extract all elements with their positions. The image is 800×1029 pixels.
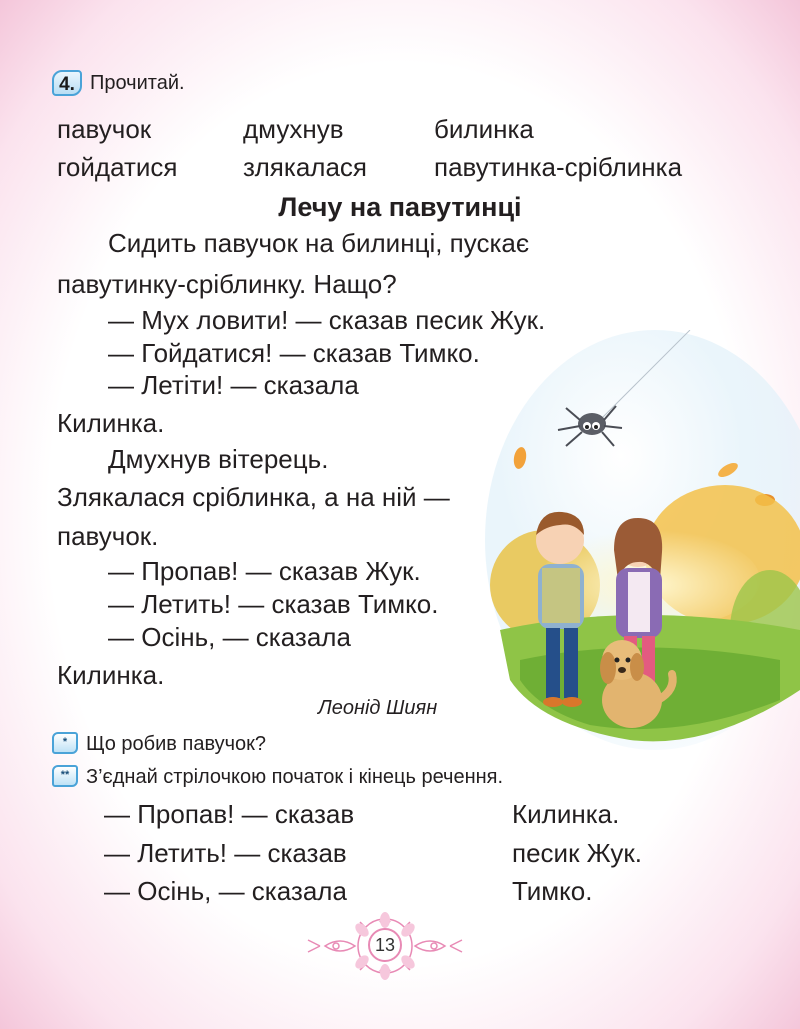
question-level-2-icon: ** [52, 765, 78, 787]
question-level-1-icon: * [52, 732, 78, 754]
illustration-children-spider [480, 330, 800, 750]
story-line: — Пропав! — сказав Жук. [108, 556, 421, 586]
question-1: Що робив павучок? [86, 733, 267, 755]
story-line: — Гойдатися! — сказав Тимко. [108, 338, 480, 368]
vocab-word: билинка [434, 114, 534, 144]
sentence-start: — Пропав! — сказав [104, 799, 355, 829]
question-2: З’єднай стрілочкою початок і кінець речення. [86, 766, 504, 788]
sentence-end: песик Жук. [512, 838, 642, 868]
story-line: — Летіти! — сказала [108, 370, 359, 400]
story-line: Дмухнув вітерець. [108, 444, 329, 474]
story-author: Леонід Шиян [318, 697, 438, 719]
story-line: — Осінь, — сказала [108, 622, 351, 652]
story-line: — Мух ловити! — сказав песик Жук. [108, 305, 546, 335]
vocab-word: дмухнув [243, 114, 344, 144]
vocab-word: павутинка-сріблинка [434, 152, 683, 182]
vocab-word: павучок [57, 114, 152, 144]
story-line: Злякалася сріблинка, а на ній — [57, 482, 450, 512]
sentence-end: Тимко. [512, 876, 593, 906]
story-line: павучок. [57, 521, 159, 551]
sentence-start: — Осінь, — сказала [104, 876, 347, 906]
page-number: 13 [368, 928, 402, 962]
story-line: Сидить павучок на билинці, пускає [108, 228, 530, 258]
task-number-badge: 4. [52, 70, 82, 96]
story-line: — Летить! — сказав Тимко. [108, 589, 439, 619]
story-line: павутинку-сріблинку. Нащо? [57, 269, 397, 299]
story-line: Килинка. [57, 408, 165, 438]
task-instruction: Прочитай. [90, 72, 185, 94]
sentence-start: — Летить! — сказав [104, 838, 347, 868]
story-title: Лечу на павутинці [278, 192, 522, 222]
story-line: Килинка. [57, 660, 165, 690]
page-number-ornament [300, 910, 470, 982]
sentence-end: Килинка. [512, 799, 620, 829]
vocab-word: злякалася [243, 152, 367, 182]
vocab-word: гойдатися [57, 152, 178, 182]
